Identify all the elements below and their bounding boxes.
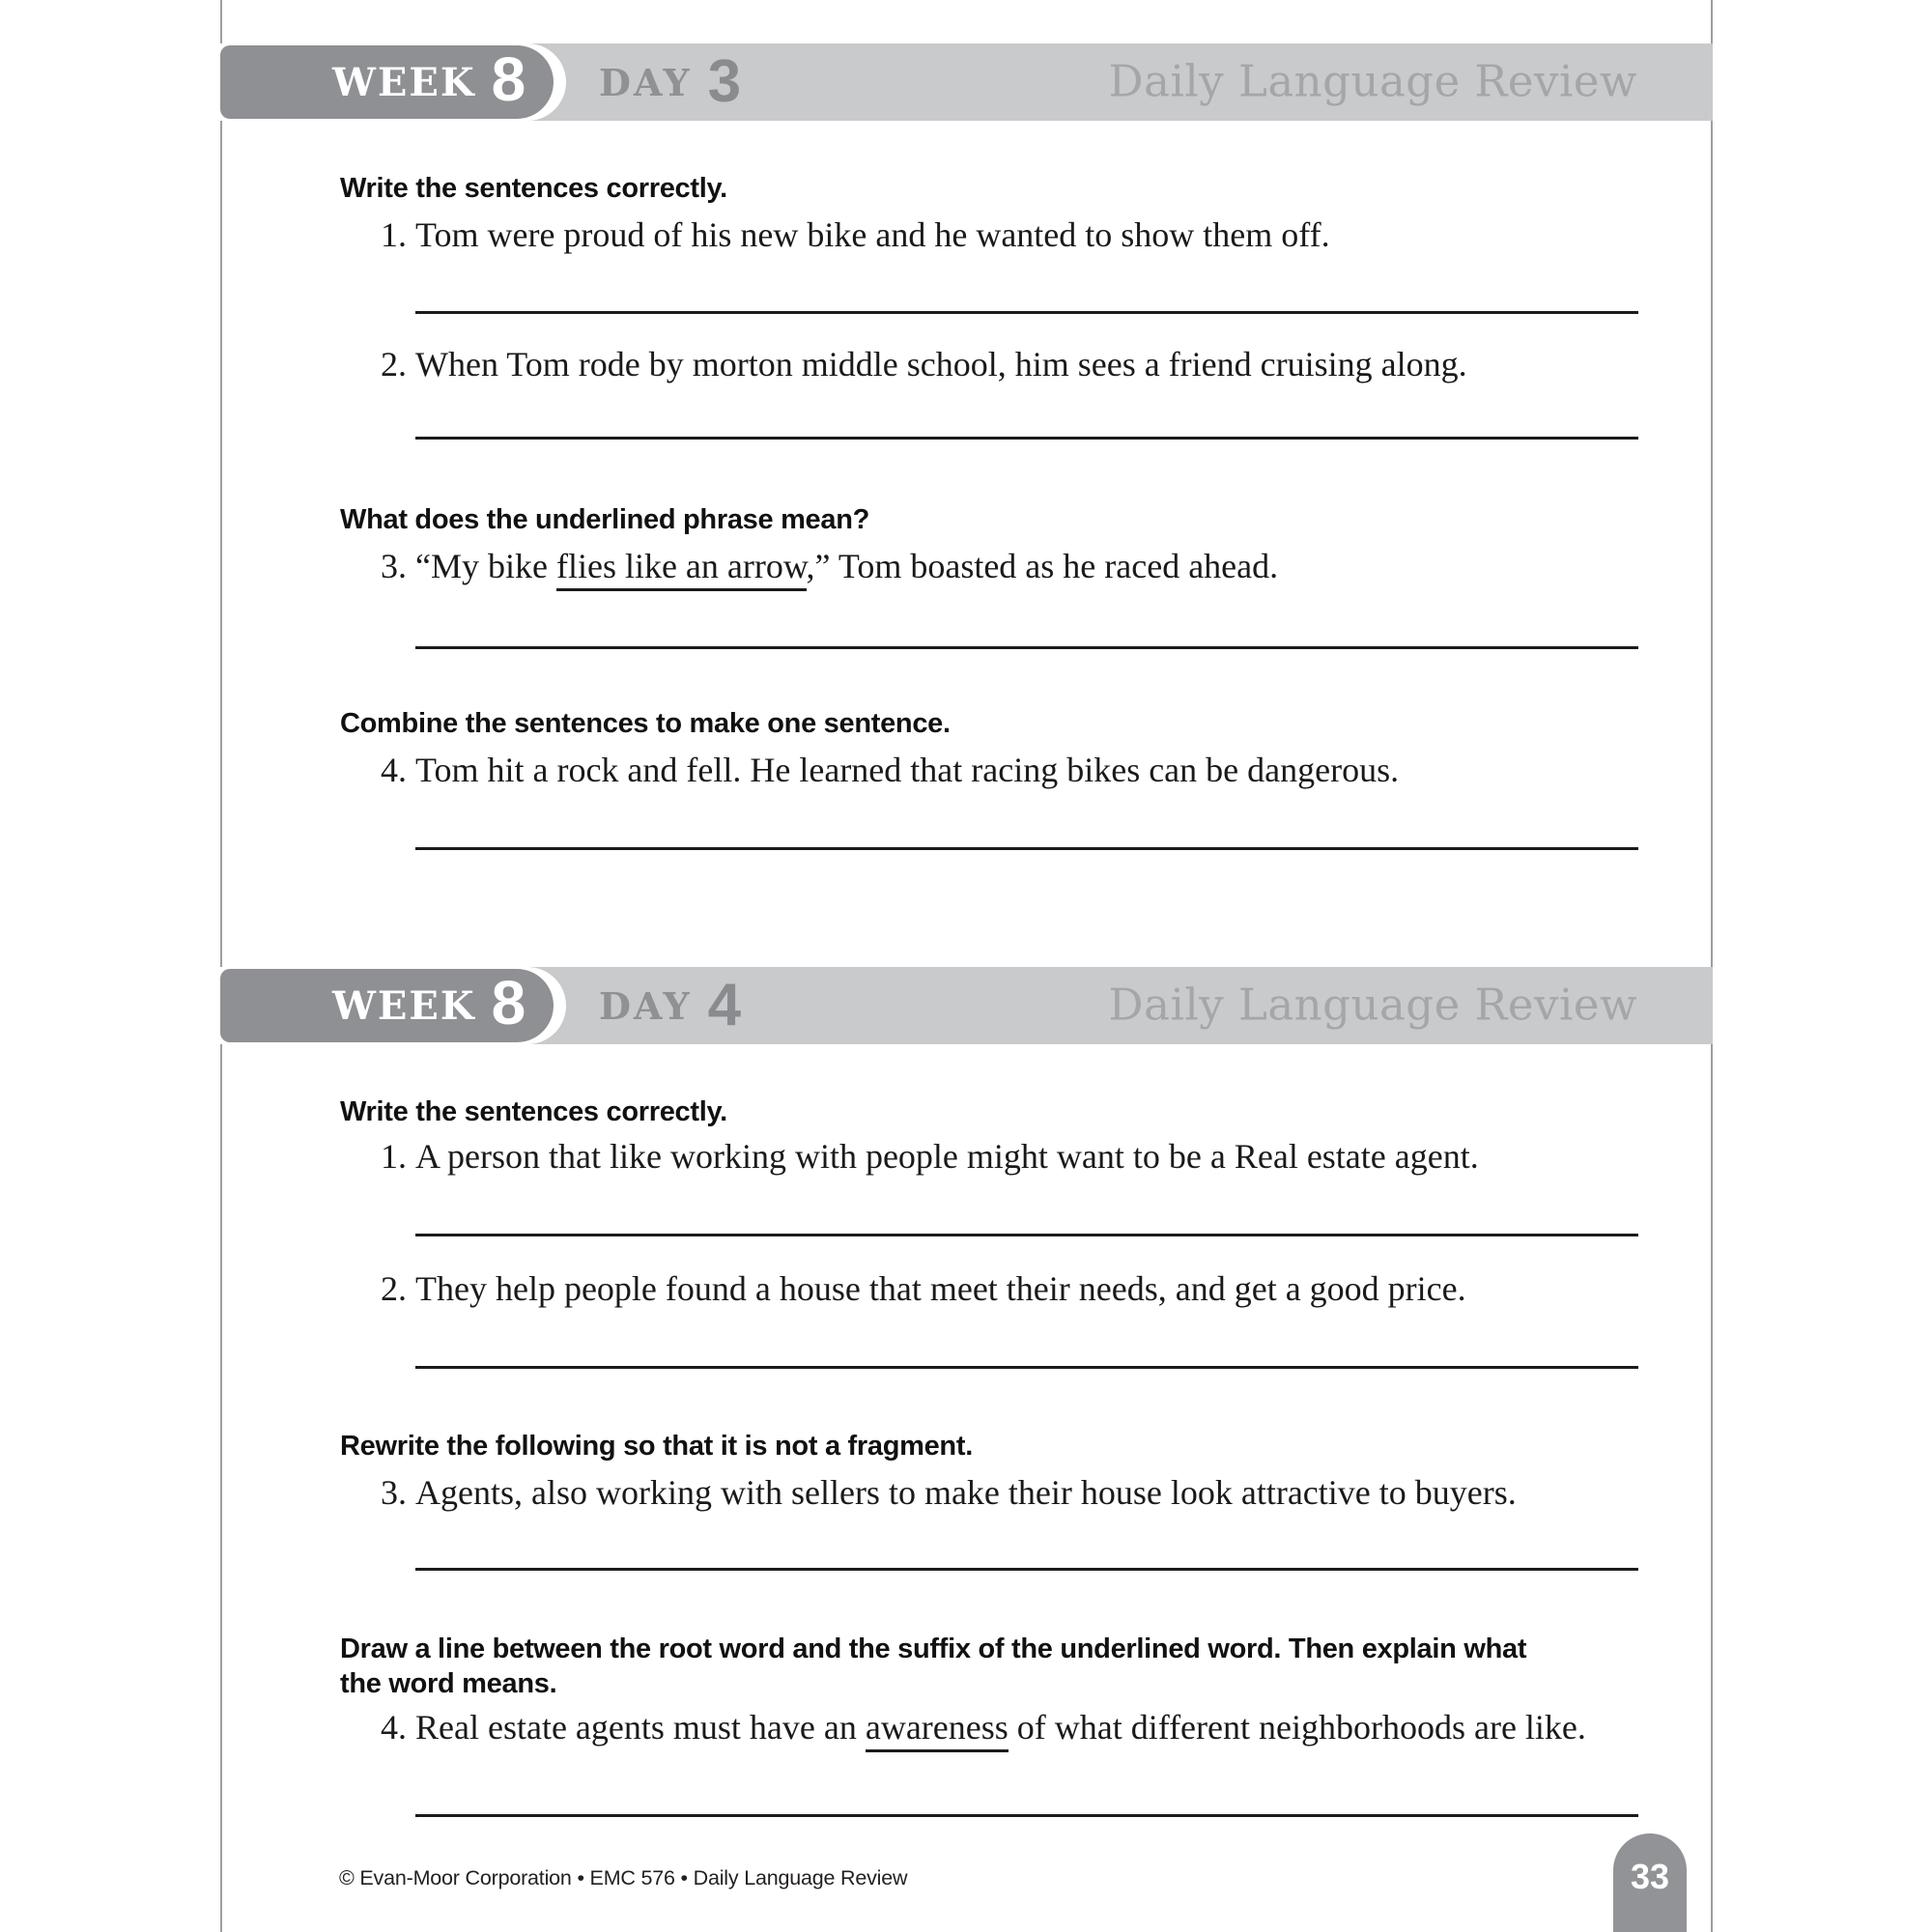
day-label: DAY	[599, 983, 693, 1028]
footer-credit: © Evan-Moor Corporation • EMC 576 • Daily Language Review	[339, 1866, 908, 1889]
item-number: 2.	[381, 345, 407, 384]
week-pill	[220, 45, 554, 119]
week-number: 8	[491, 968, 526, 1037]
answer-line	[415, 1568, 1638, 1571]
underlined-phrase: awareness	[866, 1708, 1009, 1752]
banner-title: Daily Language Review	[1108, 979, 1637, 1031]
answer-line	[415, 646, 1638, 649]
item-text: Agents, also working with sellers to make their house look attractive to buyers.	[415, 1473, 1517, 1512]
page-number: 33	[1630, 1857, 1670, 1896]
instruction-heading: Write the sentences correctly.	[340, 173, 727, 204]
exercise-item	[381, 214, 1330, 255]
answer-line	[415, 437, 1638, 440]
item-text: When Tom rode by morton middle school, him sees a friend cruising along.	[415, 345, 1467, 384]
underlined-phrase: flies like an arrow	[556, 547, 807, 591]
answer-line	[415, 1366, 1638, 1369]
item-number: 1.	[381, 1137, 407, 1176]
exercise-item	[381, 750, 1399, 790]
exercise-item	[381, 1136, 1479, 1177]
answer-line	[415, 1814, 1638, 1817]
item-number: 2.	[381, 1269, 407, 1308]
day-number: 3	[707, 47, 742, 115]
banner-week8-day4	[220, 967, 1713, 1044]
item-text: Tom were proud of his new bike and he wanted to show them off.	[415, 215, 1330, 254]
week-number: 8	[491, 44, 526, 114]
item-number: 3.	[381, 1473, 407, 1512]
instruction-heading: Rewrite the following so that it is not a fragment.	[340, 1431, 973, 1462]
answer-line	[415, 847, 1638, 850]
exercise-item	[381, 1707, 1586, 1747]
exercise-item	[381, 1268, 1466, 1309]
instruction-heading: Write the sentences correctly.	[340, 1096, 727, 1127]
item-number: 4.	[381, 1708, 407, 1747]
exercise-item	[381, 546, 1278, 586]
instruction-heading	[340, 1632, 1526, 1701]
page-number-tab	[1613, 1833, 1687, 1932]
banner-week8-day3	[220, 43, 1713, 121]
day-group	[599, 43, 741, 121]
answer-line	[415, 1234, 1638, 1236]
answer-line	[415, 311, 1638, 314]
item-number: 3.	[381, 547, 407, 585]
day-number: 4	[707, 971, 742, 1038]
heading-line-2: the word means.	[340, 1668, 557, 1699]
week-label: WEEK	[332, 59, 476, 105]
instruction-heading: What does the underlined phrase mean?	[340, 504, 870, 535]
item-text: A person that like working with people might want to be a Real estate agent.	[415, 1137, 1479, 1176]
page-edge-rule-left	[220, 0, 222, 1932]
item-text: Real estate agents must have an awareness of what different neighborhoods are like.	[415, 1707, 1586, 1747]
item-text: They help people found a house that meet their needs, and get a good price.	[415, 1269, 1466, 1308]
item-text: Tom hit a rock and fell. He learned that racing bikes can be dangerous.	[415, 751, 1400, 789]
day-label: DAY	[599, 60, 693, 104]
item-number: 1.	[381, 215, 407, 254]
instruction-heading: Combine the sentences to make one sentence.	[340, 708, 951, 739]
exercise-item	[381, 1472, 1517, 1513]
week-pill	[220, 969, 554, 1042]
item-number: 4.	[381, 751, 407, 789]
banner-title: Daily Language Review	[1108, 55, 1637, 107]
page-edge-rule-right	[1711, 0, 1713, 1932]
heading-line-1: Draw a line between the root word and the suffix of the underlined word. Then explain what	[340, 1634, 1527, 1664]
week-label: WEEK	[332, 982, 476, 1029]
day-group	[599, 967, 741, 1044]
item-text: “My bike flies like an arrow,” Tom boasted as he raced ahead.	[415, 546, 1278, 586]
exercise-item	[381, 344, 1467, 384]
